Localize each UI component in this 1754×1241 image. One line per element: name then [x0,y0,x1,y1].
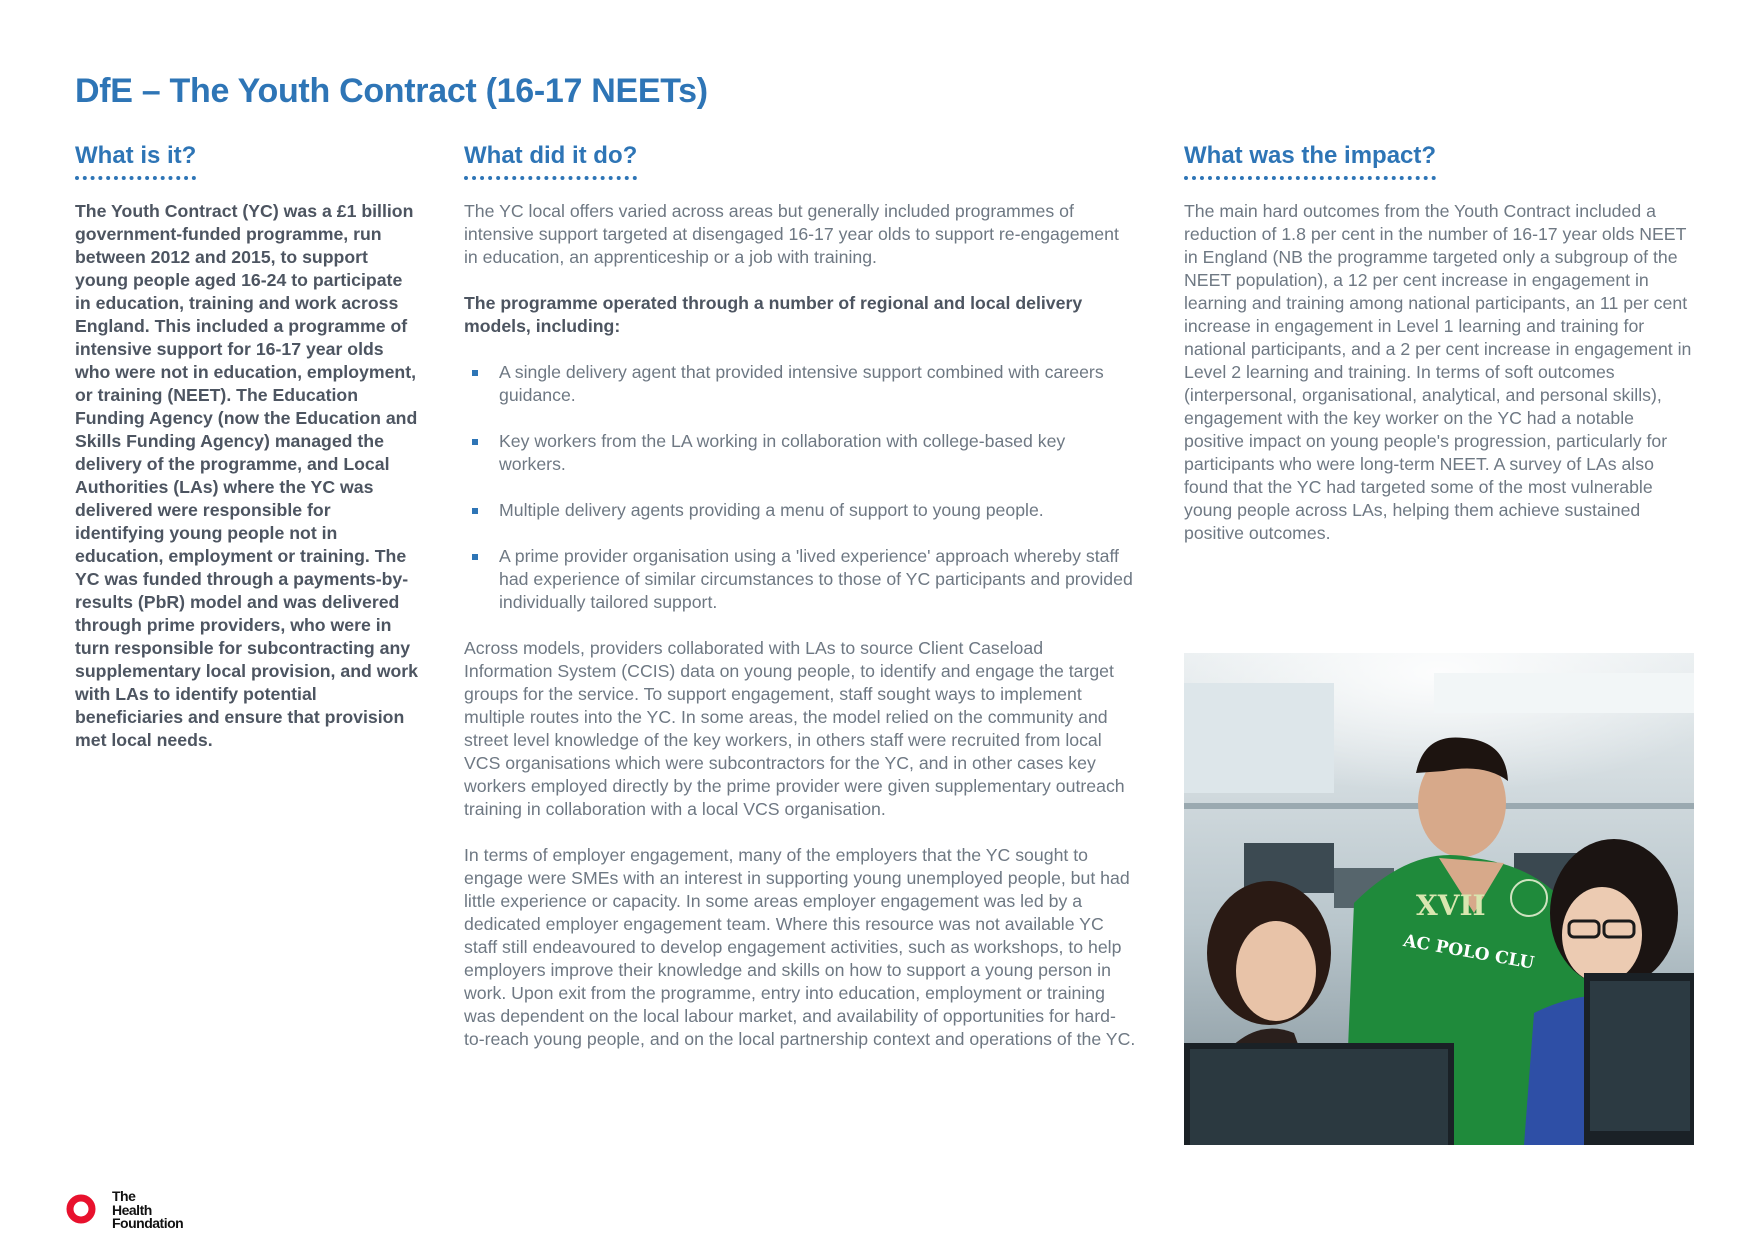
what-is-it-section [75,142,420,752]
list-item [464,545,1136,614]
impact-text: The main hard outcomes from the Youth Contract included a reduction of 1.8 per cent in the number of 16-17 year olds NEET in England (NB the programme targeted only a subgroup of the NEET population), a 12 per cent increase in engagement in learning and training among national participants, an 11 per cent increase in engagement in Level 1 learning and training for national participants, and a 2 per cent increase in engagement in Level 2 learning and training. In terms of soft outcomes (interpersonal, organisational, analytical, and personal skills), engagement with the key worker on the YC had a notable positive impact on young people's progression, particularly for participants who were long-term NEET. A survey of LAs also found that the YC had targeted some of the most vulnerable young people across LAs, helping them achieve sustained positive outcomes. [1184,201,1692,543]
list-item-text: Key workers from the LA working in collaboration with college-based key workers. [499,431,1066,474]
office-photo [1184,653,1694,1145]
bullet-square-icon [472,370,478,376]
list-item-text: A prime provider organisation using a 'lived experience' approach whereby staff had experience of similar circumstances to those of YC participants and provided individually tailored support. [499,546,1133,612]
what-did-it-do-section [464,142,1136,1074]
what-is-it-heading: What is it? [75,142,196,180]
list-item [464,499,1136,522]
providers-paragraph: Across models, providers collaborated with LAs to source Client Caseload Information System (CCIS) data on young people, to identify and engage the target groups for the service. To support engagement, staff sought ways to implement multiple routes into the YC. In some areas, the model relied on the community and street level knowledge of the key workers, in others staff were recruited from local VCS organisations which were subcontractors for the YC, and in other cases key workers employed directly by the prime provider were given supplementary outreach training in collaboration with a local VCS organisation. [464,638,1125,819]
list-item-text: Multiple delivery agents providing a menu of support to young people. [499,500,1044,520]
bullet-square-icon [472,439,478,445]
list-item [464,361,1136,407]
list-item [464,430,1136,476]
health-foundation-logo [66,1190,226,1235]
list-item-text: A single delivery agent that provided intensive support combined with careers guidance. [499,362,1104,405]
logo-ring-icon [66,1194,96,1224]
logo-text: The Health Foundation [112,1188,184,1231]
what-was-the-impact-section [1184,142,1694,568]
what-did-it-do-heading: What did it do? [464,142,637,180]
delivery-models-lead: The programme operated through a number of regional and local delivery models, including: [464,293,1083,336]
what-did-it-do-intro: The YC local offers varied across areas but generally included programmes of intensive support targeted at disengaged 16-17 year olds to support re-engagement in education, an apprenticeship or a job with training. [464,201,1119,267]
shirt-print-text: AC POLO CLU [1401,930,1536,974]
employer-engagement-paragraph: In terms of employer engagement, many of the employers that the YC sought to engage were SMEs with an interest in supporting young unemployed people, but had little experience or capacity. In some areas employer engagement was led by a dedicated employer engagement team. Where this resource was not available YC staff still endeavoured to develop engagement activities, such as workshops, to help employers improve their knowledge and skills on how to support a young person in work. Upon exit from the programme, entry into education, employment or training was dependent on the local labour market, and availability of opportunities for hard-to-reach young people, and on the local partnership context and operations of the YC. [464,845,1136,1049]
bullet-square-icon [472,508,478,514]
impact-heading: What was the impact? [1184,142,1436,180]
bullet-square-icon [472,554,478,560]
delivery-models-list [464,361,1136,614]
shirt-badge-text: XVII [1416,889,1486,922]
page-title: DfE – The Youth Contract (16-17 NEETs) [75,72,708,110]
what-is-it-text: The Youth Contract (YC) was a £1 billion government-funded programme, run between 2012 and 2015, to support young people aged 16-24 to participate in education, training and work across England. This included a programme of intensive support for 16-17 year olds who were not in education, employment, or training (NEET). The Education Funding Agency (now the Education and Skills Funding Agency) managed the delivery of the programme, and Local Authorities (LAs) where the YC was delivered were responsible for identifying young people not in education, employment or training. The YC was funded through a payments-by-results (PbR) model and was delivered through prime providers, who were in turn responsible for subcontracting any supplementary local provision, and work with LAs to identify potential beneficiaries and ensure that provision met local needs. [75,201,419,750]
